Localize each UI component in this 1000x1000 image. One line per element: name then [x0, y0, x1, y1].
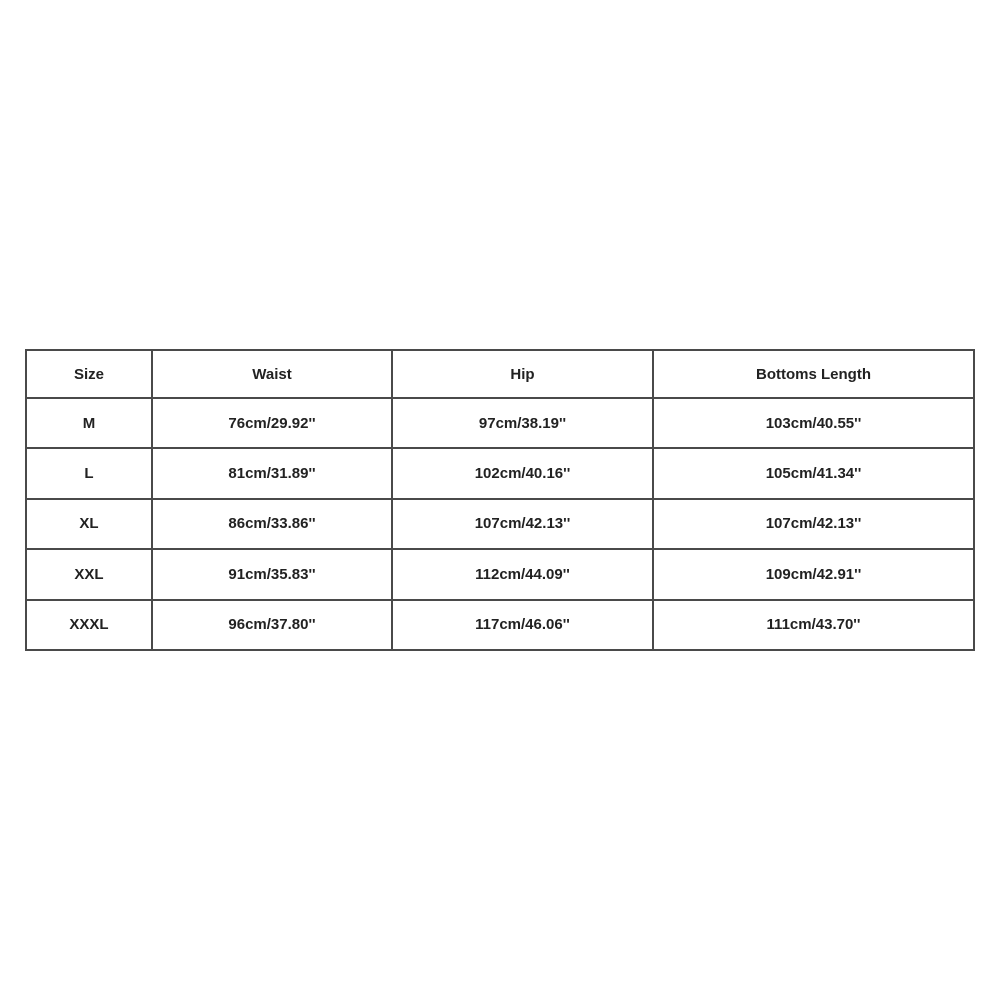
cell-hip: 112cm/44.09'' [392, 549, 653, 599]
table-header-row [26, 350, 974, 398]
cell-waist: 91cm/35.83'' [152, 549, 392, 599]
cell-size: XXXL [26, 600, 152, 650]
cell-hip: 102cm/40.16'' [392, 448, 653, 498]
table-row [26, 448, 974, 498]
size-chart-table [25, 349, 975, 651]
cell-hip: 107cm/42.13'' [392, 499, 653, 549]
cell-size: L [26, 448, 152, 498]
table-row [26, 600, 974, 650]
cell-hip: 117cm/46.06'' [392, 600, 653, 650]
header-waist: Waist [152, 350, 392, 398]
header-bottoms-length: Bottoms Length [653, 350, 974, 398]
cell-size: M [26, 398, 152, 448]
cell-bottoms-length: 103cm/40.55'' [653, 398, 974, 448]
header-hip: Hip [392, 350, 653, 398]
cell-waist: 76cm/29.92'' [152, 398, 392, 448]
cell-bottoms-length: 107cm/42.13'' [653, 499, 974, 549]
cell-bottoms-length: 105cm/41.34'' [653, 448, 974, 498]
cell-bottoms-length: 111cm/43.70'' [653, 600, 974, 650]
cell-hip: 97cm/38.19'' [392, 398, 653, 448]
table-row [26, 549, 974, 599]
header-size: Size [26, 350, 152, 398]
cell-size: XL [26, 499, 152, 549]
cell-waist: 81cm/31.89'' [152, 448, 392, 498]
cell-waist: 96cm/37.80'' [152, 600, 392, 650]
cell-waist: 86cm/33.86'' [152, 499, 392, 549]
table-row [26, 499, 974, 549]
table-row [26, 398, 974, 448]
cell-bottoms-length: 109cm/42.91'' [653, 549, 974, 599]
cell-size: XXL [26, 549, 152, 599]
